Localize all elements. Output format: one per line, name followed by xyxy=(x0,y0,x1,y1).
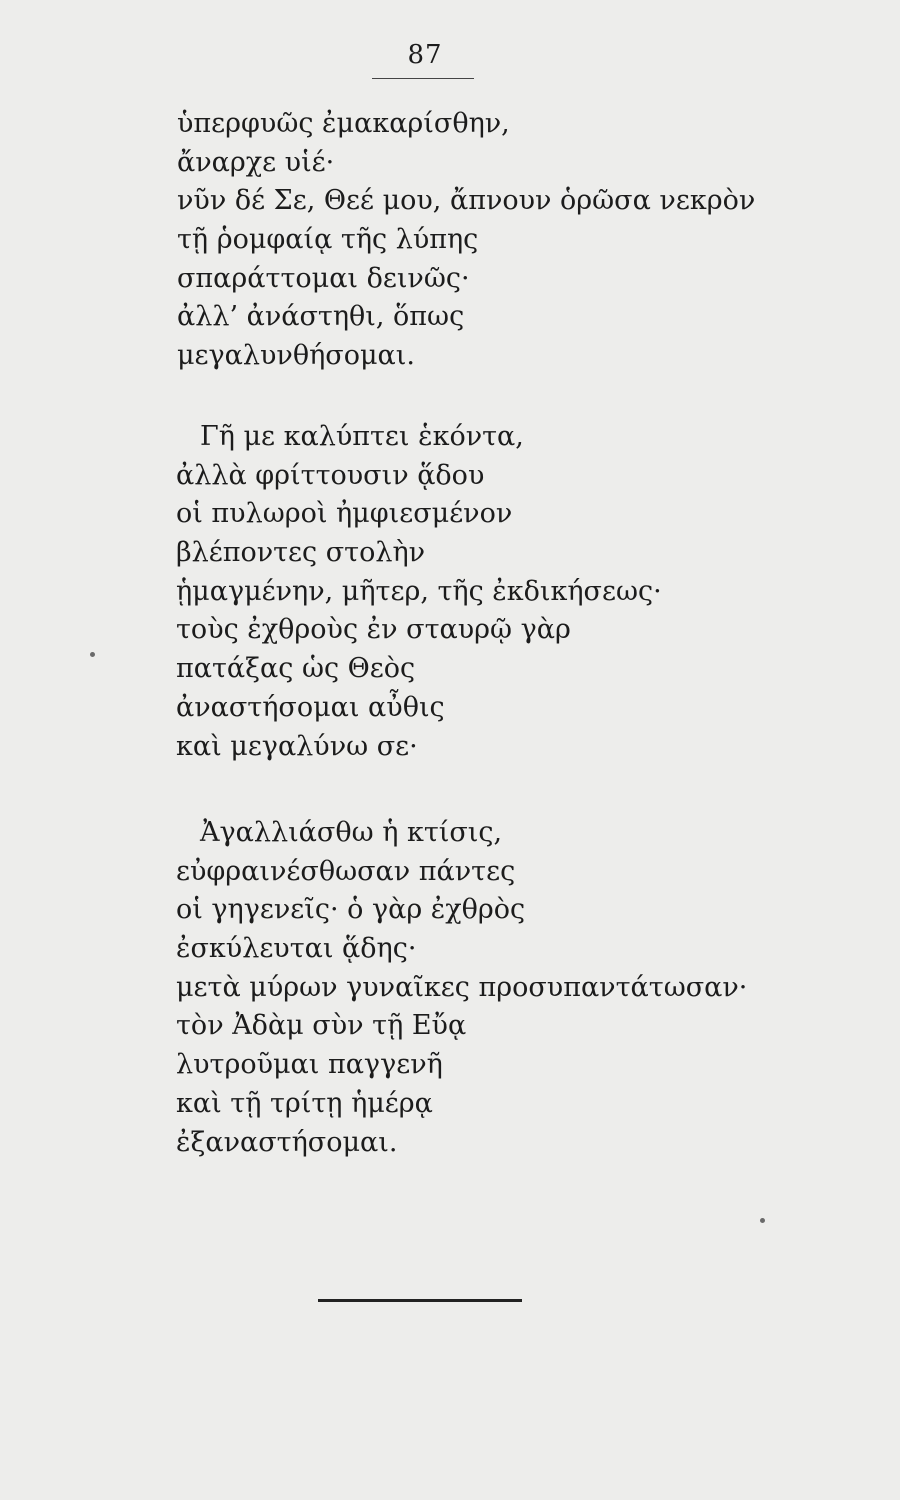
verse-line: οἱ πυλωροὶ ἠμφιεσμένον xyxy=(176,498,513,530)
verse-line: νῦν δέ Σε, Θεέ μου, ἄπνουν ὁρῶσα νεκρὸν xyxy=(177,185,756,217)
ink-speck xyxy=(90,652,95,657)
verse-line: ἄναρχε υἱέ· xyxy=(177,146,335,178)
stanza-2 xyxy=(176,418,662,766)
verse-line: λυτροῦμαι παγγενῆ xyxy=(176,1049,443,1081)
verse-line: εὐφραινέσθωσαν πάντες xyxy=(176,855,516,887)
verse-line: τῇ ῥομφαίᾳ τῆς λύπης xyxy=(177,224,479,256)
verse-line: ὑπερφυῶς ἐμακαρίσθην, xyxy=(177,108,510,139)
verse-line: καὶ τῇ τρίτῃ ἡμέρᾳ xyxy=(176,1087,433,1119)
verse-line: Γῆ με καλύπτει ἑκόντα, xyxy=(200,421,524,452)
verse-line: ᾑμαγμένην, μῆτερ, τῆς ἐκδικήσεως· xyxy=(176,575,662,607)
verse-line: τοὺς ἐχθροὺς ἐν σταυρῷ γὰρ xyxy=(176,614,571,646)
verse-line: ἐσκύλευται ᾅδης· xyxy=(176,933,417,965)
verse-line: ἐξαναστήσομαι. xyxy=(176,1126,398,1158)
stanza-3 xyxy=(176,814,747,1162)
stanza-1 xyxy=(177,105,755,376)
verse-line: πατάξας ὡς Θεὸς xyxy=(176,653,416,685)
page-number-rule xyxy=(372,78,474,79)
verse-line: ἀναστήσομαι αὖθις xyxy=(176,691,445,723)
end-rule xyxy=(318,1299,522,1302)
verse-line: ἀλλ’ ἀνάστηθι, ὅπως xyxy=(177,301,465,333)
verse-line: μετὰ μύρων γυναῖκες προσυπαντάτωσαν· xyxy=(176,971,748,1003)
verse-line: ἀλλὰ φρίττουσιν ᾅδου xyxy=(176,459,485,491)
verse-line: Ἀγαλλιάσθω ἡ κτίσις, xyxy=(200,817,503,848)
verse-line: μεγαλυνθήσομαι. xyxy=(177,340,415,372)
verse-line: οἱ γηγενεῖς· ὁ γὰρ ἐχθρὸς xyxy=(176,894,526,926)
ink-speck xyxy=(760,1218,765,1223)
verse-line: τὸν Ἀδὰμ σὺν τῇ Εὔᾳ xyxy=(176,1010,467,1042)
verse-line: καὶ μεγαλύνω σε· xyxy=(176,730,418,762)
verse-line: σπαράττομαι δεινῶς· xyxy=(177,262,470,294)
page-number: 87 xyxy=(407,40,443,70)
verse-line: βλέποντες στολὴν xyxy=(176,537,426,569)
